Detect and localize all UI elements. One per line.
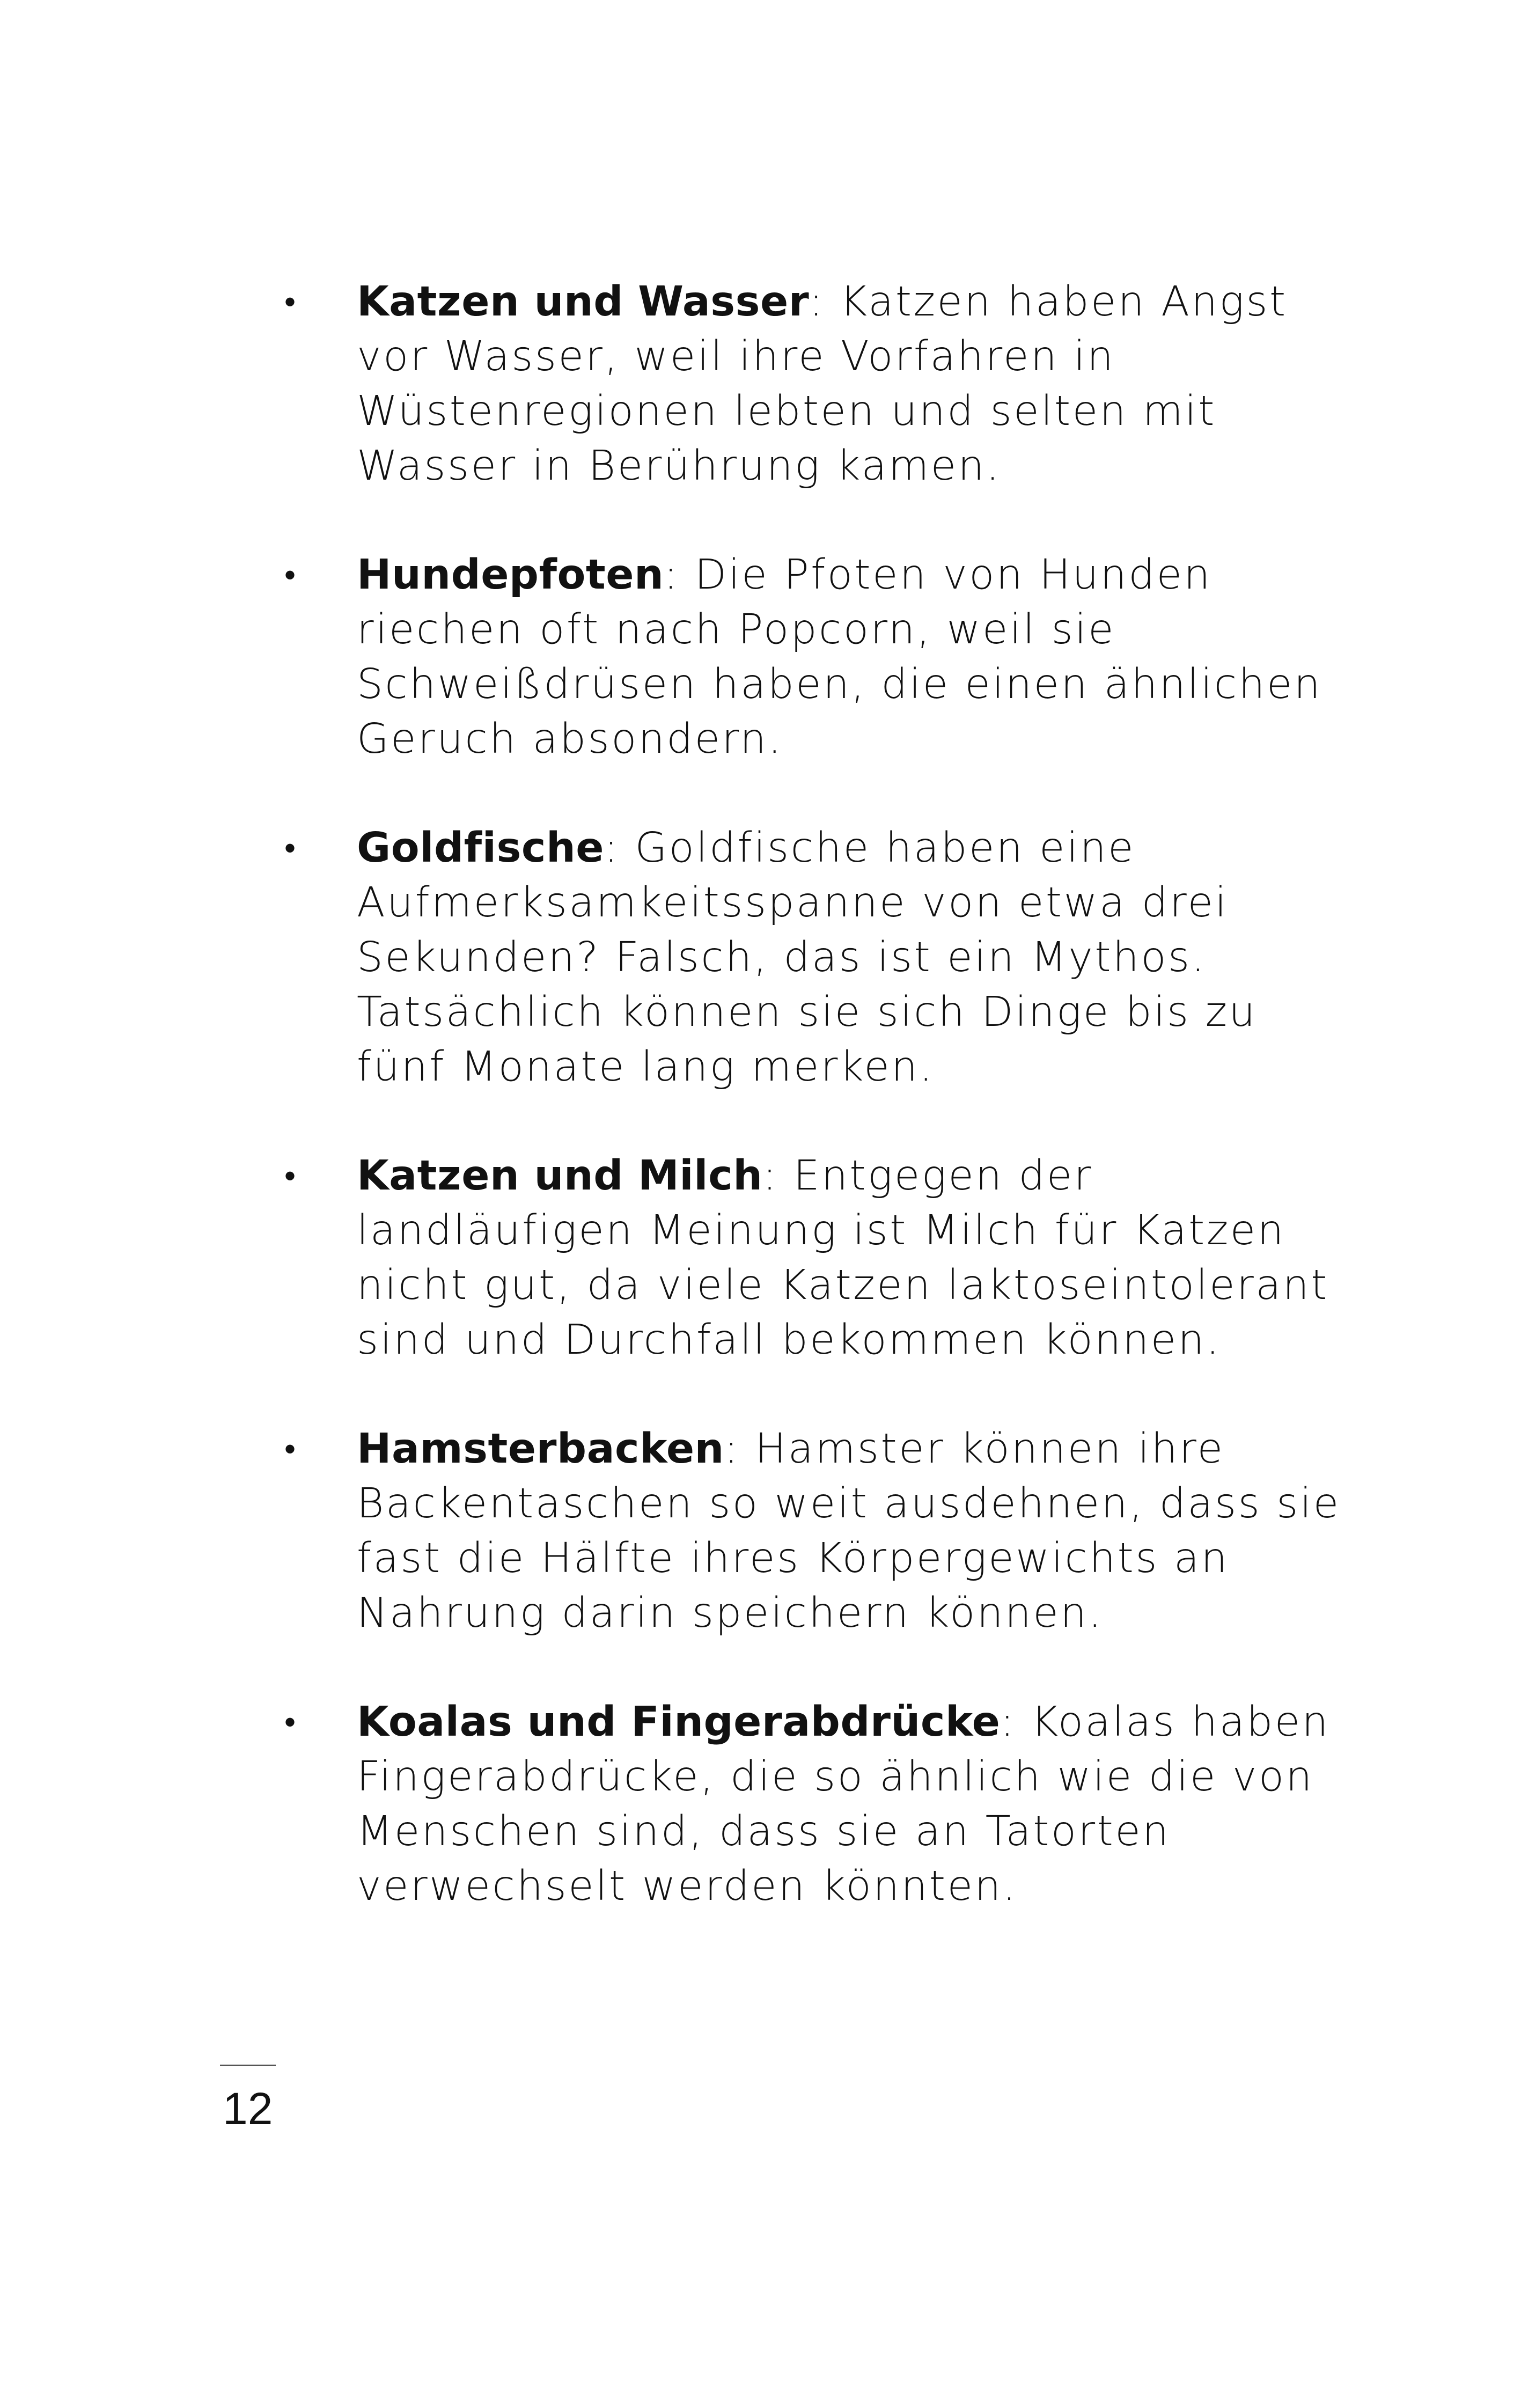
fact-line: Menschen sind, dass sie an Tatorten xyxy=(357,1808,1171,1855)
fact-item-koalas-und-fingerabdruecke xyxy=(284,1695,1330,1914)
fact-term: Goldfische xyxy=(357,824,605,872)
fact-line: Tatsächlich können sie sich Dinge bis zu xyxy=(357,988,1257,1036)
bullet-icon: • xyxy=(284,1430,298,1468)
fact-line: riechen oft nach Popcorn, weil sie xyxy=(357,606,1116,654)
fact-line: fünf Monate lang merken. xyxy=(357,1043,935,1091)
fact-line: Fingerabdrücke, die so ähnlich wie die von xyxy=(357,1753,1314,1801)
fact-line: Wasser in Berührung kamen. xyxy=(357,442,1001,490)
fact-term: Koalas und Fingerabdrücke xyxy=(357,1698,1001,1746)
fact-line: Schweißdrüsen haben, die einen ähnlichen xyxy=(357,660,1322,708)
fact-text: : Die Pfoten von Hunden xyxy=(664,551,1212,599)
fact-list xyxy=(284,275,1341,1968)
fact-text: : Goldfische haben eine xyxy=(604,824,1136,872)
fact-line: Backentaschen so weit ausdehnen, dass sie xyxy=(357,1480,1341,1528)
fact-item-hundepfoten xyxy=(284,548,1322,767)
fact-item-katzen-und-milch xyxy=(284,1149,1329,1368)
fact-line xyxy=(357,1149,1239,1203)
fact-term: Hamsterbacken xyxy=(357,1425,724,1473)
bullet-icon: • xyxy=(284,1704,298,1741)
fact-line: nicht gut, da viele Katzen laktoseintolerant xyxy=(357,1261,1329,1309)
fact-line: Wüstenregionen lebten und selten mit xyxy=(357,387,1216,435)
bullet-icon: • xyxy=(284,556,298,594)
fact-line xyxy=(357,548,1239,603)
fact-line: Sekunden? Falsch, das ist ein Mythos. xyxy=(357,934,1207,981)
fact-text: : Hamster können ihre xyxy=(724,1425,1225,1473)
fact-line xyxy=(357,1695,1330,1750)
fact-text: : Koalas haben xyxy=(1000,1698,1330,1746)
fact-item-goldfische xyxy=(284,821,1257,1095)
fact-line xyxy=(357,275,1288,329)
fact-text: : Entgegen der xyxy=(762,1152,1093,1200)
fact-item-hamsterbacken xyxy=(284,1422,1341,1641)
fact-line: Aufmerksamkeitsspanne von etwa drei xyxy=(357,879,1229,927)
fact-item-katzen-und-wasser xyxy=(284,275,1288,494)
fact-term: Hundepfoten xyxy=(357,551,664,599)
fact-line: fast die Hälfte ihres Körpergewichts an xyxy=(357,1535,1229,1582)
bullet-icon: • xyxy=(284,283,298,321)
fact-term: Katzen und Wasser xyxy=(357,278,810,326)
fact-line: vor Wasser, weil ihre Vorfahren in xyxy=(357,333,1115,380)
fact-line xyxy=(357,821,1239,876)
fact-line: Geruch absondern. xyxy=(357,715,783,763)
fact-line: verwechselt werden könnten. xyxy=(357,1862,1018,1910)
fact-text: : Katzen haben Angst xyxy=(809,278,1288,326)
fact-line: landläufigen Meinung ist Milch für Katzen xyxy=(357,1207,1285,1254)
footer-rule xyxy=(220,2065,276,2066)
bullet-icon: • xyxy=(284,1157,298,1195)
fact-line: sind und Durchfall bekommen können. xyxy=(357,1316,1221,1364)
page-number: 12 xyxy=(223,2083,273,2134)
bullet-icon: • xyxy=(284,829,298,867)
fact-line: Nahrung darin speichern können. xyxy=(357,1589,1104,1637)
fact-term: Katzen und Milch xyxy=(357,1152,763,1200)
fact-line xyxy=(357,1422,1239,1477)
